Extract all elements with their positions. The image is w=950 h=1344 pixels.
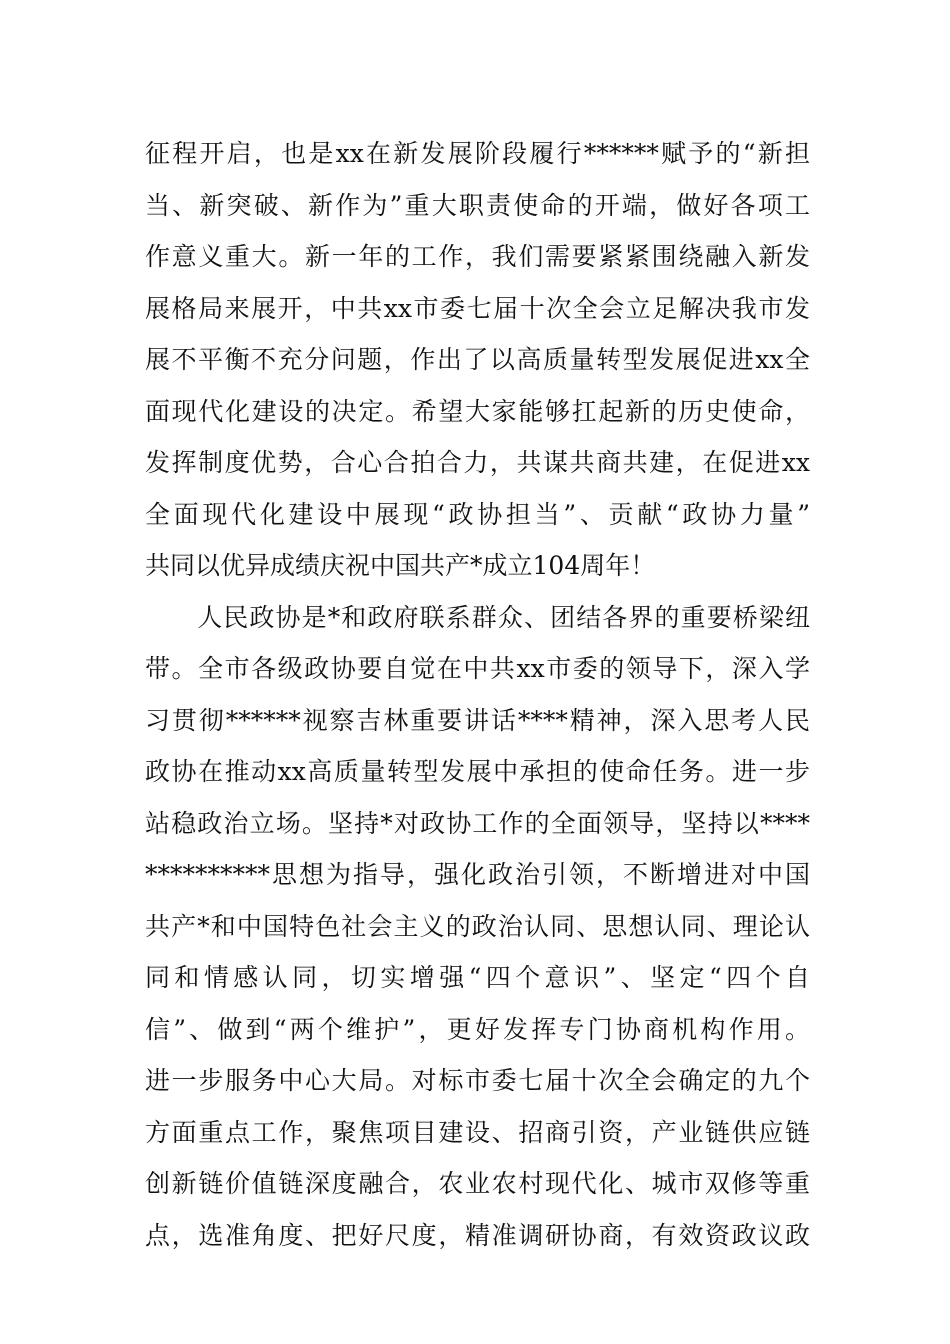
text-line: 同和情感认同，切实增强“四个意识”、坚定“四个自 [145, 963, 810, 992]
text-line: 全面现代化建设中展现“政协担当”、贡献“政协力量” [145, 499, 810, 529]
text-line: 习贯彻******视察吉林重要讲话****精神，深入思考人民 [145, 705, 810, 735]
text-line: **********思想为指导，强化政治引领，不断增进对中国 [145, 860, 810, 889]
text-line: 带。全市各级政协要自觉在中共xx市委的领导下，深入学 [145, 654, 810, 683]
text-line: 站稳政治立场。坚持*对政协工作的全面领导，坚持以**** [145, 808, 810, 838]
text-line: 发挥制度优势，合心合拍合力，共谋共商共建，在促进xx [145, 448, 810, 477]
text-line: 方面重点工作，聚焦项目建设、招商引资，产业链供应链 [145, 1117, 810, 1147]
text-line: 点，选准角度、把好尺度，精准调研协商，有效资政议政 [145, 1220, 810, 1250]
text-line: 征程开启，也是xx在新发展阶段履行******赋予的“新担 [145, 139, 810, 168]
text-line: 创新链价值链深度融合，农业农村现代化、城市双修等重 [145, 1169, 810, 1198]
text-line: 当、新突破、新作为”重大职责使命的开端，做好各项工 [145, 190, 810, 220]
text-line: 共产*和中国特色社会主义的政治认同、思想认同、理论认 [145, 911, 810, 941]
text-line: 展格局来展开，中共xx市委七届十次全会立足解决我市发 [145, 293, 810, 323]
text-line: 进一步服务中心大局。对标市委七届十次全会确定的九个 [145, 1066, 810, 1095]
text-line: 信”、做到“两个维护”，更好发挥专门协商机构作用。 [145, 1014, 810, 1044]
body-text [145, 128, 810, 1261]
text-line: 展不平衡不充分问题，作出了以高质量转型发展促进xx全 [145, 345, 810, 374]
text-line: 面现代化建设的决定。希望大家能够扛起新的历史使命， [145, 396, 810, 426]
text-line: 作意义重大。新一年的工作，我们需要紧紧围绕融入新发 [145, 242, 810, 271]
text-line: 政协在推动xx高质量转型发展中承担的使命任务。进一步 [145, 757, 810, 786]
paragraph-start-line: 人民政协是*和政府联系群众、团结各界的重要桥梁纽 [145, 602, 810, 632]
paragraph-end-line: 共同以优异成绩庆祝中国共产*成立104周年！ [145, 551, 656, 580]
